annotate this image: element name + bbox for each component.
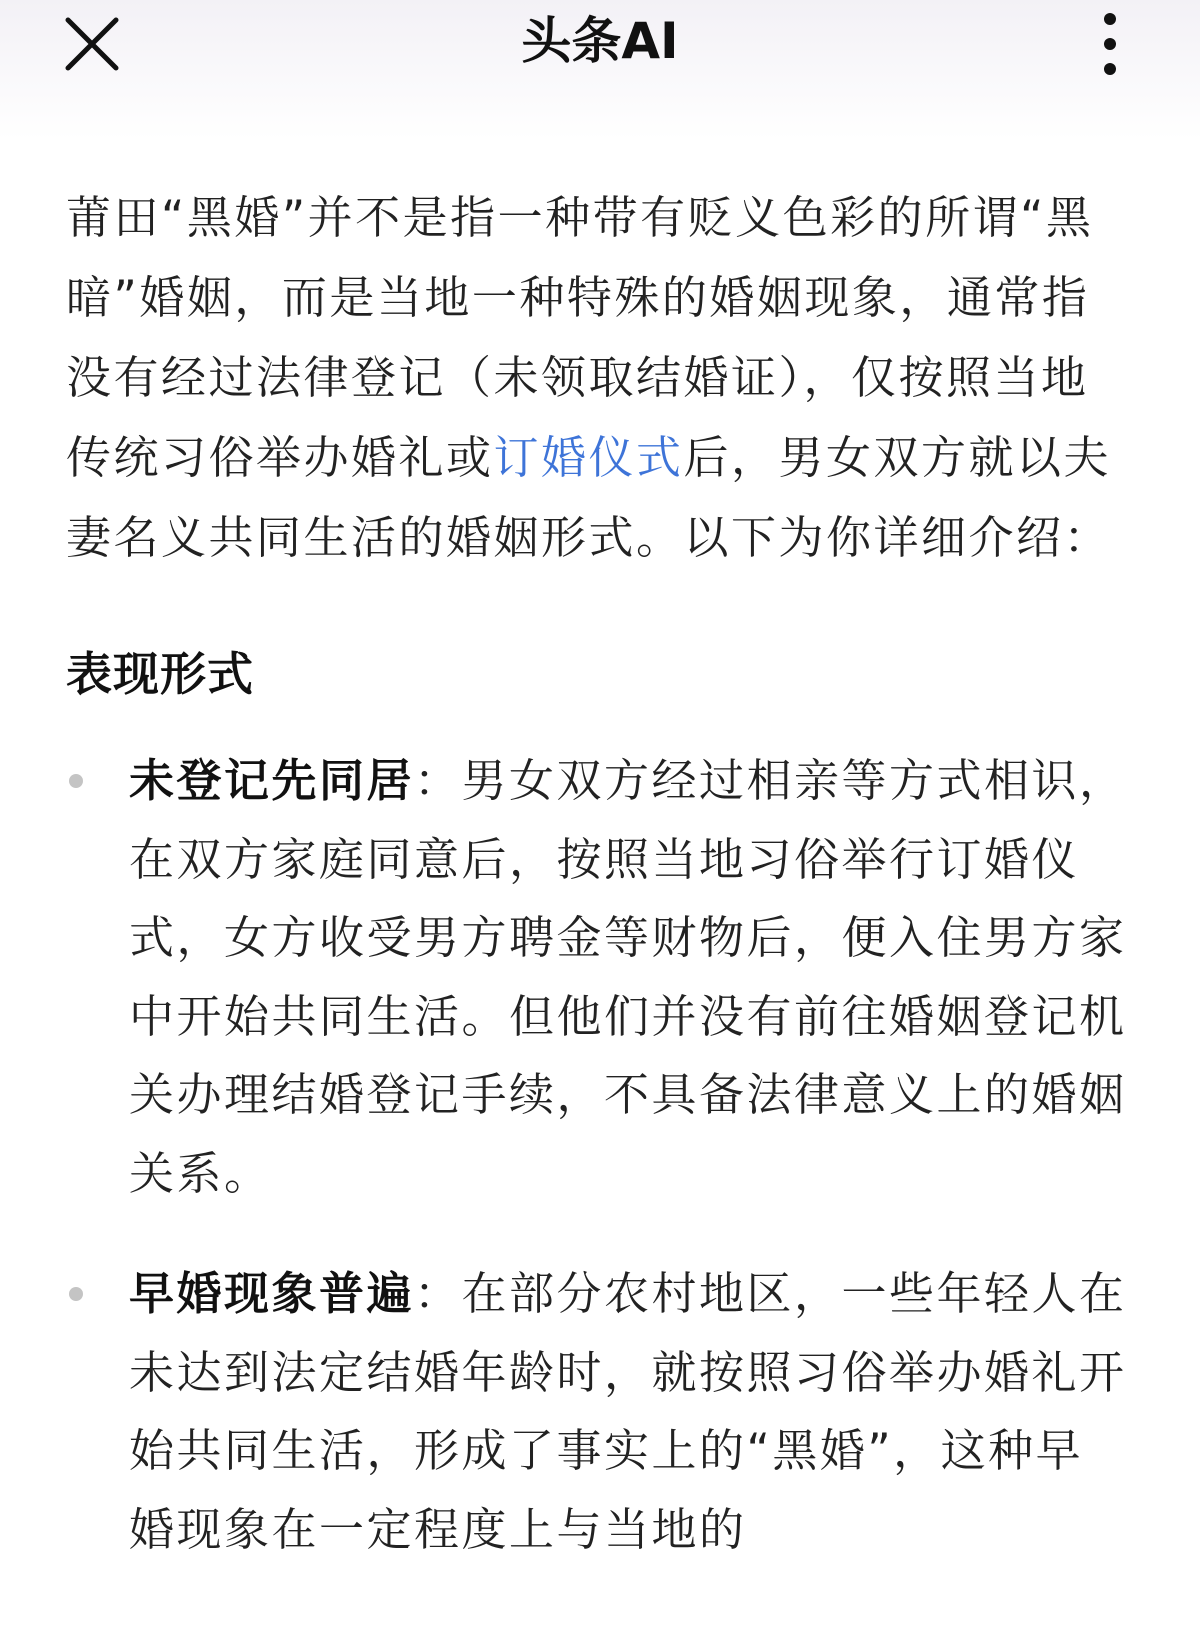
list-item [66,742,1130,1213]
more-vertical-icon [1100,9,1120,79]
bullet-dot [69,774,83,788]
section-heading: 表现形式 [66,647,254,701]
page-title: 头条AI [521,12,679,70]
bullet-dot [69,1287,83,1301]
close-icon [62,14,122,74]
list-item-text: ：在部分农村地区，一些年轻人在未达到法定结婚年龄时，就按照习俗举办婚礼开始共同生活，形成了事实上的“黑婚”，这种早婚现象在一定程度上与当地的 [129,1267,1127,1556]
list-item-title: 早婚现象普遍 [129,1267,415,1320]
intro-text-part-2: 后，男女双方就以夫妻名义共同生活的婚姻形式。以下为你详细介绍： [66,431,1112,564]
engagement-ceremony-link[interactable]: 订婚仪式 [493,431,684,484]
close-button[interactable] [52,4,132,84]
list-item-text: ：男女双方经过相亲等方式相识，在双方家庭同意后，按照当地习俗举行订婚仪式，女方收受男方聘金等财物后，便入住男方家中开始共同生活。但他们并没有前往婚姻登记机关办理结婚登记手续，不具备法律意义上的婚姻关系。 [129,754,1127,1200]
more-options-button[interactable] [1070,4,1150,84]
intro-text-part-1: 莆田“黑婚”并不是指一种带有贬义色彩的所谓“黑暗”婚姻，而是当地一种特殊的婚姻现象，通常指没有经过法律登记（未领取结婚证），仅按照当地传统习俗举办婚礼或 [66,191,1094,484]
forms-list [66,742,1130,1569]
list-item-title: 未登记先同居 [129,754,415,807]
answer-content [66,178,1130,1611]
top-navigation-bar [0,0,1200,140]
intro-paragraph [66,178,1130,578]
list-item [66,1255,1130,1569]
